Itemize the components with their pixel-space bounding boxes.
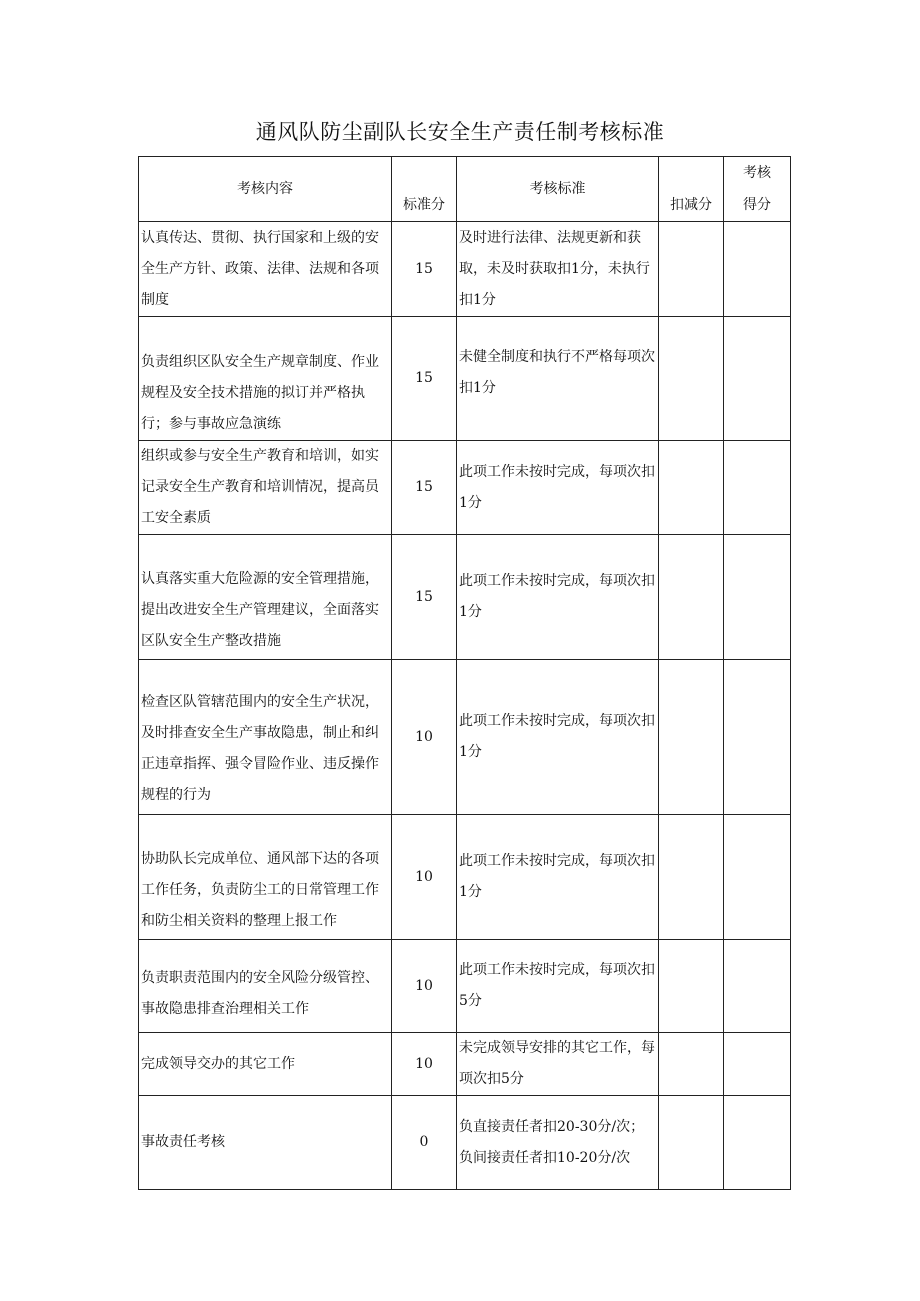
row-deduction-cell[interactable] <box>659 535 724 660</box>
row-content <box>139 940 392 1033</box>
row-content-text: 负责职责范围内的安全风险分级管控、事故隐患排查治理相关工作 <box>141 970 379 1017</box>
header-score-line1: 考核 <box>743 165 771 181</box>
row-standard-score: 15 <box>392 222 457 317</box>
row-content: 事故责任考核 <box>139 1096 392 1190</box>
header-score-line2: 得分 <box>743 197 771 213</box>
table-row <box>139 535 791 660</box>
row-score-cell[interactable] <box>724 535 791 660</box>
header-standard-score: 标准分 <box>392 157 457 222</box>
table-row <box>139 222 791 317</box>
header-content: 考核内容 <box>139 157 392 222</box>
table-row <box>139 317 791 441</box>
table-row <box>139 441 791 535</box>
assessment-table <box>138 156 791 1190</box>
row-standard-score: 10 <box>392 660 457 815</box>
row-score-cell[interactable] <box>724 317 791 441</box>
row-criteria: 此项工作未按时完成，每项次扣1分 <box>457 660 659 815</box>
row-content <box>139 317 392 441</box>
row-score-cell[interactable] <box>724 660 791 815</box>
row-criteria: 未完成领导安排的其它工作，每项次扣5分 <box>457 1033 659 1096</box>
row-deduction-cell[interactable] <box>659 940 724 1033</box>
document-title: 通风队防尘副队长安全生产责任制考核标准 <box>255 120 665 144</box>
row-criteria: 及时进行法律、法规更新和获取，未及时获取扣1分，未执行扣1分 <box>457 222 659 317</box>
row-content: 认真传达、贯彻、执行国家和上级的安全生产方针、政策、法律、法规和各项制度 <box>139 222 392 317</box>
row-standard-score: 15 <box>392 441 457 535</box>
row-criteria: 此项工作未按时完成，每项次扣1分 <box>457 535 659 660</box>
row-criteria: 负直接责任者扣20-30分/次；负间接责任者扣10-20分/次 <box>457 1096 659 1190</box>
row-deduction-cell[interactable] <box>659 815 724 940</box>
row-content: 组织或参与安全生产教育和培训，如实记录安全生产教育和培训情况，提高员工安全素质 <box>139 441 392 535</box>
table-row <box>139 1096 791 1190</box>
table-row <box>139 1033 791 1096</box>
row-standard-score: 10 <box>392 1033 457 1096</box>
row-content-text: 协助队长完成单位、通风部下达的各项工作任务，负责防尘工的日常管理工作和防尘相关资料的整理上报工作 <box>141 850 379 929</box>
row-standard-score: 0 <box>392 1096 457 1190</box>
row-content-text: 检查区队管辖范围内的安全生产状况，及时排查安全生产事故隐患，制止和纠正违章指挥、强令冒险作业、违反操作规程的行为 <box>141 694 379 803</box>
row-content <box>139 535 392 660</box>
row-criteria: 此项工作未按时完成，每项次扣1分 <box>457 441 659 535</box>
table-row <box>139 660 791 815</box>
table-row <box>139 815 791 940</box>
row-score-cell[interactable] <box>724 940 791 1033</box>
row-standard-score: 10 <box>392 940 457 1033</box>
row-deduction-cell[interactable] <box>659 660 724 815</box>
row-score-cell[interactable] <box>724 1033 791 1096</box>
row-score-cell[interactable] <box>724 441 791 535</box>
row-criteria: 此项工作未按时完成，每项次扣5分 <box>457 940 659 1033</box>
row-content <box>139 815 392 940</box>
row-standard-score: 10 <box>392 815 457 940</box>
header-score <box>724 157 791 222</box>
row-score-cell[interactable] <box>724 1096 791 1190</box>
table-header-row <box>139 157 791 222</box>
row-deduction-cell[interactable] <box>659 441 724 535</box>
row-standard-score: 15 <box>392 535 457 660</box>
row-standard-score: 15 <box>392 317 457 441</box>
row-criteria <box>457 317 659 441</box>
row-content <box>139 660 392 815</box>
header-deduction: 扣减分 <box>659 157 724 222</box>
row-deduction-cell[interactable] <box>659 317 724 441</box>
row-score-cell[interactable] <box>724 222 791 317</box>
row-score-cell[interactable] <box>724 815 791 940</box>
row-content-text: 认真落实重大危险源的安全管理措施，提出改进安全生产管理建议，全面落实区队安全生产整改措施 <box>141 570 379 649</box>
row-content-text: 负责组织区队安全生产规章制度、作业规程及安全技术措施的拟订并严格执行；参与事故应急演练 <box>141 354 379 432</box>
row-deduction-cell[interactable] <box>659 1033 724 1096</box>
header-criteria: 考核标准 <box>457 157 659 222</box>
row-deduction-cell[interactable] <box>659 222 724 317</box>
row-deduction-cell[interactable] <box>659 1096 724 1190</box>
row-criteria: 此项工作未按时完成，每项次扣1分 <box>457 815 659 940</box>
row-content: 完成领导交办的其它工作 <box>139 1033 392 1096</box>
table-row <box>139 940 791 1033</box>
row-criteria-text: 未健全制度和执行不严格每项次扣1分 <box>459 348 655 396</box>
